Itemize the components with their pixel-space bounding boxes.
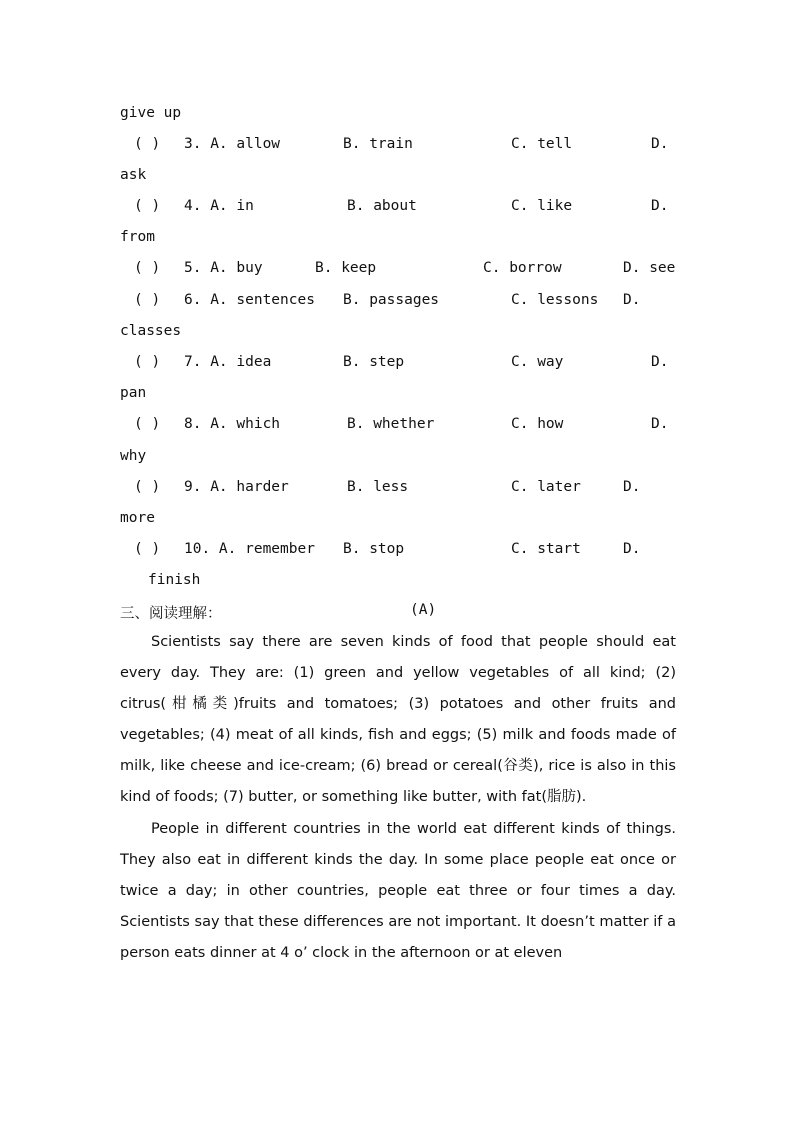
option-a: 4. A. in <box>184 198 254 214</box>
option-b: B. train <box>343 136 413 152</box>
option-b: B. about <box>347 198 417 214</box>
section-title: 三、阅读理解： <box>120 606 222 622</box>
option-a: 5. A. buy <box>184 260 263 276</box>
option-a: 10. A. remember <box>184 541 315 557</box>
option-c: C. way <box>511 354 564 370</box>
reading-passage <box>120 627 676 969</box>
option-b: B. stop <box>343 541 405 557</box>
option-d-text: why <box>120 448 147 464</box>
option-c: C. later <box>511 479 581 495</box>
option-b: B. keep <box>315 260 377 276</box>
option-d-text: from <box>120 229 155 245</box>
option-c: C. start <box>511 541 581 557</box>
option-c: C. like <box>511 198 573 214</box>
option-d-label: D. <box>651 136 669 152</box>
option-d-label: D. <box>623 292 641 308</box>
continued-option-text: give up <box>120 105 182 121</box>
answer-blank[interactable]: ( ) <box>134 260 161 276</box>
answer-blank[interactable]: ( ) <box>134 479 161 495</box>
option-d-text: more <box>120 510 155 526</box>
option-d-label: D. <box>623 479 641 495</box>
answer-blank[interactable]: ( ) <box>134 354 161 370</box>
option-d-text: classes <box>120 323 182 339</box>
option-c: C. tell <box>511 136 573 152</box>
option-b: B. passages <box>343 292 440 308</box>
option-d-label: D. <box>651 198 669 214</box>
option-c: C. lessons <box>511 292 599 308</box>
option-d: D. see <box>623 260 676 276</box>
passage-paragraph: Scientists say there are seven kinds of food that people should eat every day. They are: (1) green and yellow vegetables of all kind; (2) citrus(柑橘类)fruits and tomatoes; (3) potatoes and other fruits and vegetables; (4) meat of all kinds, fish and eggs; (5) milk and foods made of milk, like cheese and ice-cream; (6) bread or cereal(谷类), rice is also in this kind of foods; (7) butter, or something like butter, with fat(脂肪). <box>120 634 676 806</box>
option-d-text: ask <box>120 167 147 183</box>
option-c: C. how <box>511 416 564 432</box>
option-b: B. whether <box>347 416 435 432</box>
section-heading <box>120 602 437 623</box>
option-d-label: D. <box>651 416 669 432</box>
option-a: 9. A. harder <box>184 479 289 495</box>
option-b: B. less <box>347 479 409 495</box>
passage-paragraph: People in different countries in the world eat different kinds of things. They also eat in different kinds the day. In some place people eat once or twice a day; in other countries, people eat three or four times a day. Scientists say that these differences are not important. It doesn’t matter if a person eats dinner at 4 o’ clock in the afternoon or at eleven <box>120 820 676 961</box>
option-b: B. step <box>343 354 405 370</box>
option-a: 6. A. sentences <box>184 292 315 308</box>
option-a: 7. A. idea <box>184 354 272 370</box>
answer-blank[interactable]: ( ) <box>134 136 161 152</box>
option-c: C. borrow <box>483 260 562 276</box>
passage-label: (A) <box>410 602 437 618</box>
option-d-text: pan <box>120 385 147 401</box>
answer-blank[interactable]: ( ) <box>134 292 161 308</box>
option-a: 3. A. allow <box>184 136 281 152</box>
option-d-label: D. <box>651 354 669 370</box>
answer-blank[interactable]: ( ) <box>134 416 161 432</box>
answer-blank[interactable]: ( ) <box>134 198 161 214</box>
option-a: 8. A. which <box>184 416 281 432</box>
option-d-label: D. <box>623 541 641 557</box>
answer-blank[interactable]: ( ) <box>134 541 161 557</box>
option-d-text: finish <box>148 572 201 588</box>
